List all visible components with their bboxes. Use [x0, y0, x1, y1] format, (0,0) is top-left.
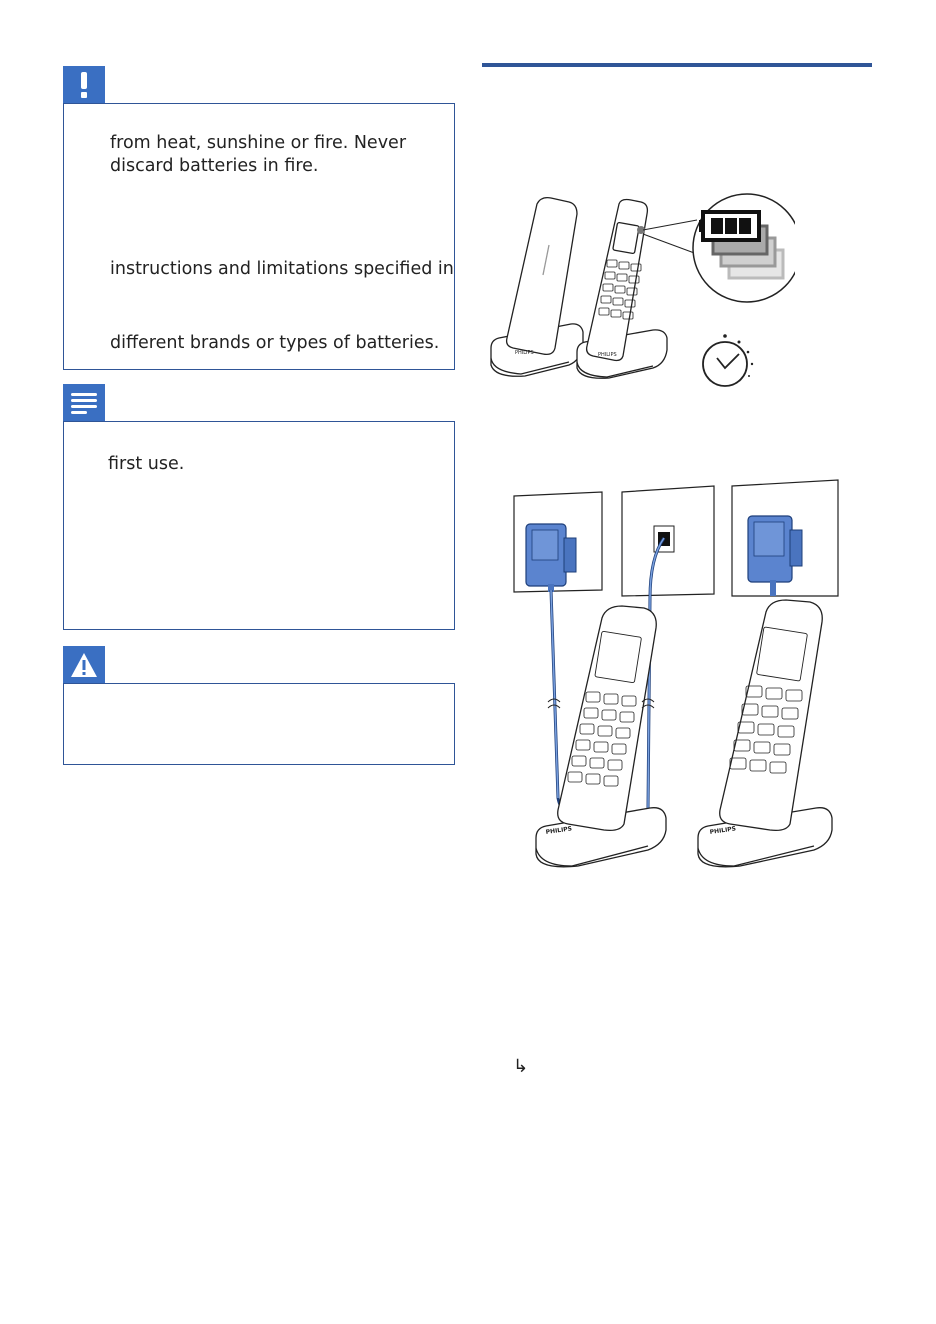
base-station-right [577, 200, 667, 379]
section-rule [482, 63, 872, 67]
caution-line-4: different brands or types of batteries. [110, 333, 440, 353]
brand-label-right: PHILIPS [598, 352, 617, 358]
base-station-left [491, 198, 583, 377]
charging-illustration [485, 190, 795, 390]
caution-line-2: discard batteries in fire. [110, 156, 319, 176]
warning-box [63, 683, 455, 765]
caution-line-1: from heat, sunshine or fire. Never [110, 133, 407, 153]
caution-tab [63, 66, 105, 104]
note-line-1: first use. [108, 454, 185, 474]
brand-label-base-right: PHILIPS [709, 825, 737, 836]
caution-line-3: instructions and limitations specified in [110, 259, 454, 279]
connection-illustration [508, 478, 844, 878]
brand-label-left: PHILIPS [515, 350, 534, 356]
clock-icon [703, 334, 753, 386]
warning-triangle-icon [69, 651, 99, 679]
note-lines-icon [70, 392, 98, 414]
brand-label-base-left: PHILIPS [545, 825, 573, 836]
exclamation-icon [77, 71, 91, 99]
note-tab [63, 384, 105, 422]
warning-tab [63, 646, 105, 684]
result-arrow-icon: ↳ [513, 1056, 529, 1077]
